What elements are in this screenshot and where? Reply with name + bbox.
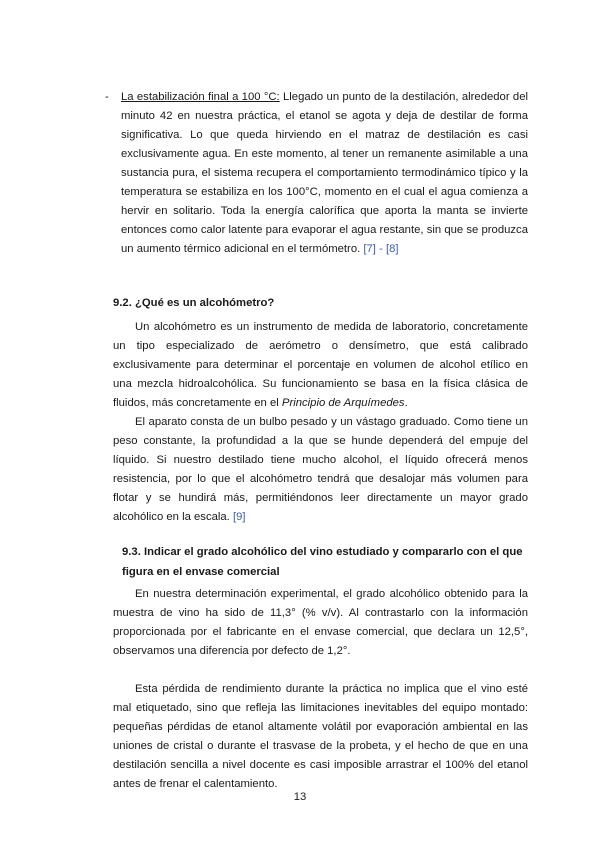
section-9-2-paragraph-2 [113, 413, 528, 527]
bullet-body: Llegado un punto de la destilación, alrededor del minuto 42 en nuestra práctica, el etanol se agota y deja de destilar de forma significativa. Lo que queda hirviendo en el matraz de destilación es casi exclusivamente agua. En este momento, al tener un remanente asimilable a una sustancia pura, el sistema recupera el comportamiento termodinámico típico y la temperatura se estabiliza en los 100°C, momento en el cual el agua comienza a hervir en solitario. Toda la energía calorífica que aporta la manta se invierte entonces como calor latente para evaporar el agua restante, sin que se produzca un aumento térmico adicional en el termómetro. [121, 91, 529, 255]
section-9-2-paragraph-1 [113, 318, 528, 413]
section-heading-9-3-line-1: 9.3. Indicar el grado alcohólico del vino estudiado y compararlo con el que [122, 546, 523, 558]
page-number: 13 [293, 791, 307, 803]
section-9-3-paragraph-1: En nuestra determinación experimental, el grado alcohólico obtenido para la muestra de vino ha sido de 11,3° (% v/v). Al contrastarlo con la información proporcionada por el fabricante en el envase comercial, que declara un 12,5°, observamos una diferencia por defecto de 1,2°. [113, 588, 528, 657]
section-9-3-paragraph-2: Esta pérdida de rendimiento durante la práctica no implica que el vino esté mal etiquetado, sino que refleja las limitaciones inevitables del equipo montado: pequeñas pérdidas de etanol altamente volátil por evaporación ambiental en las uniones de cristal o durante el trasvase de la probeta, y el hecho de que en una destilación sencilla a nivel docente es casi imposible arrastrar el 100% del etanol antes de frenar el calentamiento. [113, 683, 528, 790]
bullet-paragraph [121, 88, 528, 259]
bullet-item [105, 88, 528, 259]
paragraph-text: El aparato consta de un bulbo pesado y un vástago graduado. Como tiene un peso constante, la profundidad a la que se hunde dependerá del empuje del líquido. Si nuestro destilado tiene mucho alcohol, el líquido ofrecerá menos resistencia, por lo que el alcohómetro tendrá que desalojar más volumen para flotar y se hundirá más, permitiéndonos leer directamente un mayor grado alcohólico en la escala. [113, 416, 528, 523]
bullet-lead: La estabilización final a 100 °C: [121, 91, 280, 103]
section-heading-9-3-line-2: figura en el envase comercial [122, 566, 280, 578]
paragraph-end: . [404, 397, 408, 409]
bullet-marker: - [105, 91, 109, 103]
bullet-citation[interactable]: [7] - [8] [363, 243, 399, 255]
section-heading-9-2: 9.2. ¿Qué es un alcohómetro? [113, 297, 275, 309]
italic-term: Principio de Arquímedes [281, 397, 405, 409]
citation-link[interactable]: [9] [232, 511, 246, 523]
paragraph-text: Un alcohómetro es un instrumento de medida de laboratorio, concretamente un tipo especializado de aerómetro o densímetro, que está calibrado exclusivamente para determinar el porcentaje en volumen de alcohol etílico en una mezcla hidroalcohólica. Su funcionamiento se basa en la física clásica de fluidos, más concretamente en el [113, 321, 528, 409]
